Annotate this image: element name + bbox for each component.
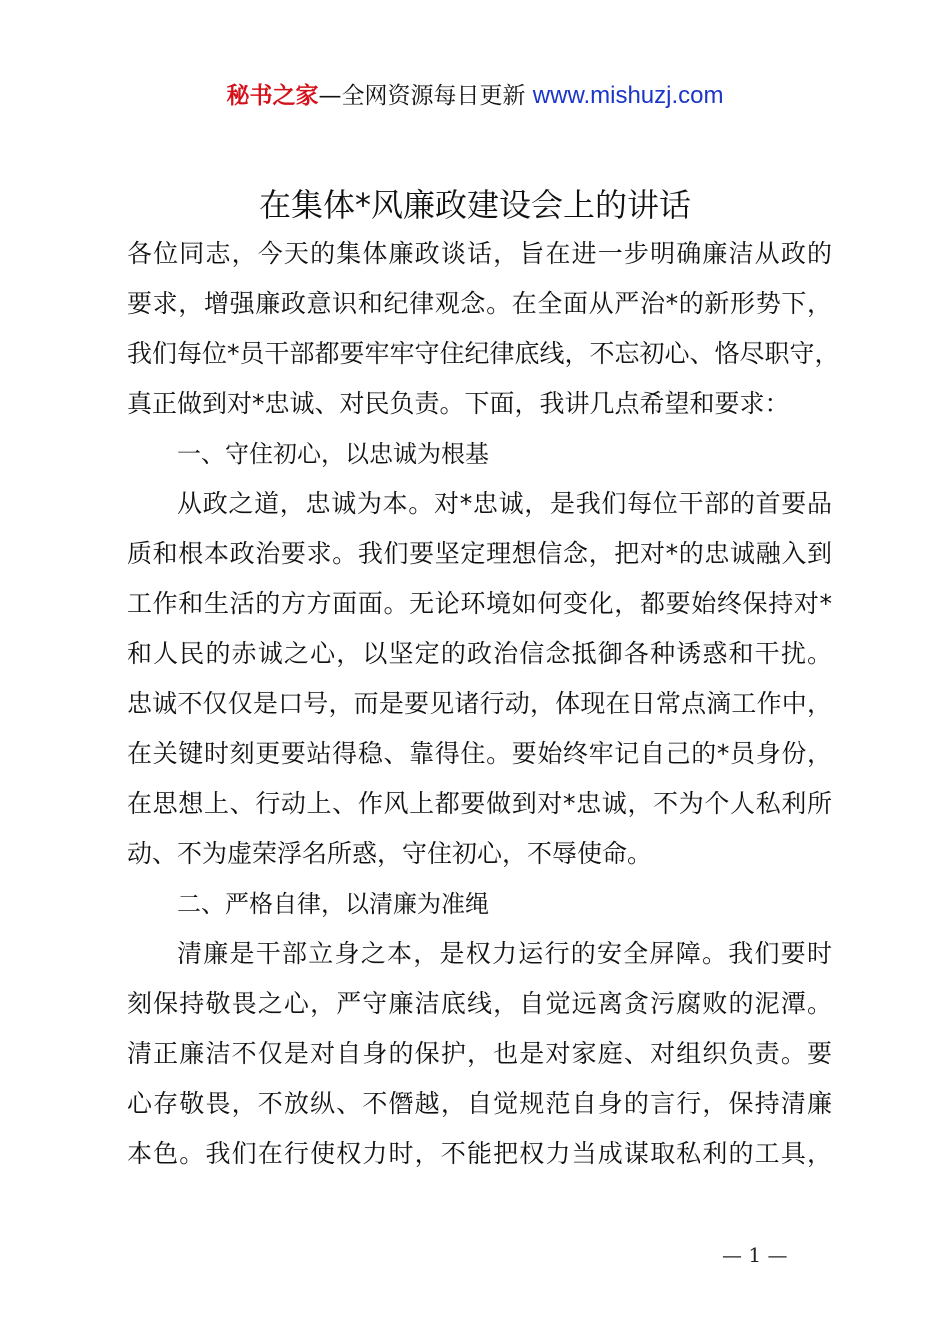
- intro-line-1: 各位同志，今天的集体廉政谈话，旨在进一步明确廉洁从政的: [127, 239, 832, 268]
- intro-line-3: 我们每位*员干部都要牢牢守住纪律底线，不忘初心、恪尽职守，: [127, 339, 840, 368]
- intro-line-2: 要求，增强廉政意识和纪律观念。在全面从严治*的新形势下，: [127, 289, 832, 318]
- section-1-line-6: 在关键时刻更要站得稳、靠得住。要始终牢记自己的*员身份，: [127, 739, 832, 768]
- section-1-line-4: 和人民的赤诚之心，以坚定的政治信念抵御各种诱惑和干扰。: [127, 639, 832, 668]
- site-url-link[interactable]: www.mishuzj.com: [532, 82, 724, 109]
- section-1-line-8: 动、不为虚荣浮名所惑，守住初心，不辱使命。: [127, 839, 653, 868]
- section-1-line-7: 在思想上、行动上、作风上都要做到对*忠诚，不为个人私利所: [127, 789, 832, 818]
- site-header: [0, 78, 950, 114]
- section-2-line-4: 心存敬畏，不放纵、不僭越，自觉规范自身的言行，保持清廉: [127, 1089, 832, 1118]
- section-1-heading: 一、守住初心，以忠诚为根基: [177, 440, 489, 468]
- site-name: 秘书之家: [226, 83, 319, 109]
- section-2-heading: 二、严格自律，以清廉为准绳: [177, 890, 489, 918]
- section-1-line-1: 从政之道，忠诚为本。对*忠诚，是我们每位干部的首要品: [177, 489, 832, 518]
- document-title: 在集体*风廉政建设会上的讲话: [258, 186, 691, 224]
- section-1-line-2: 质和根本政治要求。我们要坚定理想信念，把对*的忠诚融入到: [127, 539, 832, 568]
- section-2-line-2: 刻保持敬畏之心，严守廉洁底线，自觉远离贪污腐败的泥潭。: [127, 989, 832, 1018]
- section-1-line-5: 忠诚不仅仅是口号，而是要见诸行动，体现在日常点滴工作中，: [127, 689, 832, 718]
- section-2-line-3: 清正廉洁不仅是对自身的保护，也是对家庭、对组织负责。要: [127, 1039, 832, 1068]
- section-2-line-5: 本色。我们在行使权力时，不能把权力当成谋取私利的工具，: [127, 1139, 832, 1168]
- intro-line-4: 真正做到对*忠诚、对民负责。下面，我讲几点希望和要求：: [127, 389, 790, 418]
- section-1-line-3: 工作和生活的方方面面。无论环境如何变化，都要始终保持对*: [127, 589, 832, 618]
- section-2-line-1: 清廉是干部立身之本，是权力运行的安全屏障。我们要时: [177, 939, 832, 968]
- page-number: — 1 —: [722, 1243, 788, 1267]
- site-tagline: —全网资源每日更新: [318, 83, 533, 109]
